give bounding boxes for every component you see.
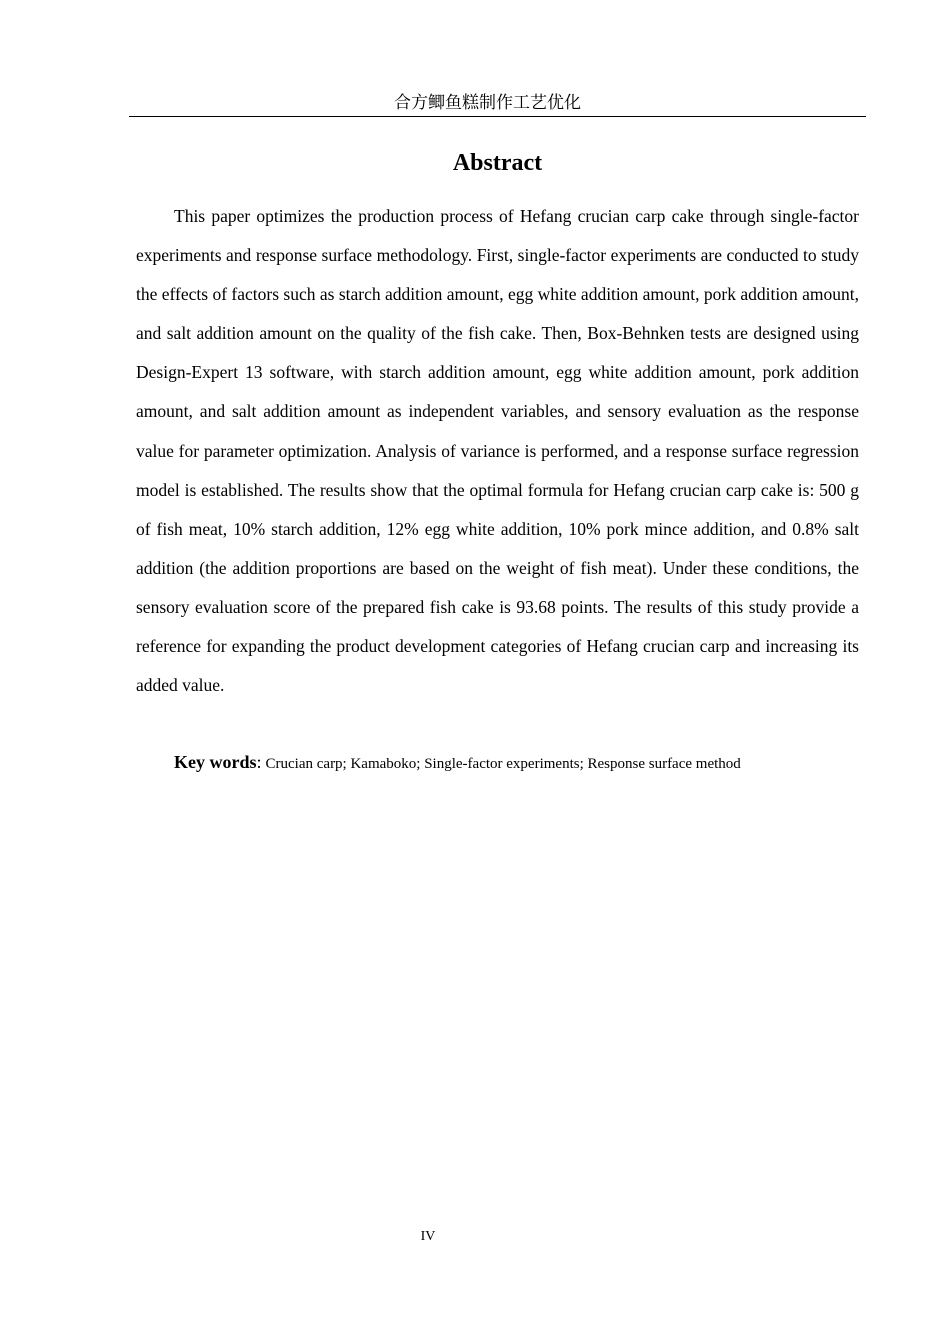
page-number: IV xyxy=(420,1229,436,1244)
keywords-separator: : xyxy=(256,752,262,772)
running-title: 合方鲫鱼糕制作工艺优化 xyxy=(394,93,581,113)
abstract-title: Abstract xyxy=(452,150,543,176)
keywords-label: Key words xyxy=(174,752,257,772)
page-header xyxy=(129,92,866,117)
keywords-line xyxy=(136,748,859,778)
abstract-body: This paper optimizes the production process of Hefang crucian carp cake through single-factor experiments and response surface methodology. First, single-factor experiments are conducted to study the effects of factors such as starch addition amount, egg white addition amount, pork addition amount, and salt addition amount on the quality of the fish cake. Then, Box-Behnken tests are designed using Design-Expert 13 software, with starch addition amount, egg white addition amount, pork addition amount, and salt addition amount as independent variables, and sensory evaluation as the response value for parameter optimization. Analysis of variance is performed, and a response surface regression model is established. The results show that the optimal formula for Hefang crucian carp cake is: 500 g of fish meat, 10% starch addition, 12% egg white addition, 10% pork mince addition, and 0.8% salt addition (the addition proportions are based on the weight of fish meat). Under these conditions, the sensory evaluation score of the prepared fish cake is 93.68 points. The results of this study provide a reference for expanding the product development categories of Hefang crucian carp and increasing its added value. xyxy=(136,206,859,696)
keywords-terms: Crucian carp; Kamaboko; Single-factor experiments; Response surface method xyxy=(265,756,741,772)
